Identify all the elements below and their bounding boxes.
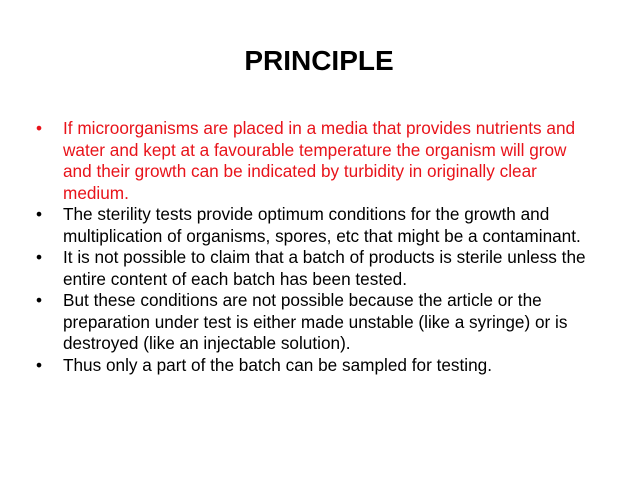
bullet-glyph: • xyxy=(36,247,43,267)
bullet-list xyxy=(36,118,596,376)
bullet-item xyxy=(36,247,596,290)
bullet-text: But these conditions are not possible because the article or the preparation under test is either made unstable (like a syringe) or is destroyed (like an injectable solution). xyxy=(63,290,568,353)
bullet-item xyxy=(36,355,596,377)
bullet-text: It is not possible to claim that a batch of products is sterile unless the entire content of each batch has been tested. xyxy=(63,247,586,289)
slide-title: PRINCIPLE xyxy=(244,45,394,76)
bullet-text: Thus only a part of the batch can be sampled for testing. xyxy=(63,354,492,375)
bullet-glyph: • xyxy=(36,354,43,375)
bullet-glyph: • xyxy=(36,204,43,224)
bullet-text: If microorganisms are placed in a media that provides nutrients and water and kept at a favourable temperature the organism will grow and their growth can be indicated by turbidity in originally clear medium. xyxy=(63,118,576,203)
bullet-glyph: • xyxy=(36,118,43,138)
bullet-text: The sterility tests provide optimum conditions for the growth and multiplication of organisms, spores, etc that might be a contaminant. xyxy=(63,204,581,246)
bullet-glyph: • xyxy=(36,290,43,310)
bullet-item xyxy=(36,118,596,204)
bullet-item xyxy=(36,290,596,355)
bullet-item xyxy=(36,204,596,247)
